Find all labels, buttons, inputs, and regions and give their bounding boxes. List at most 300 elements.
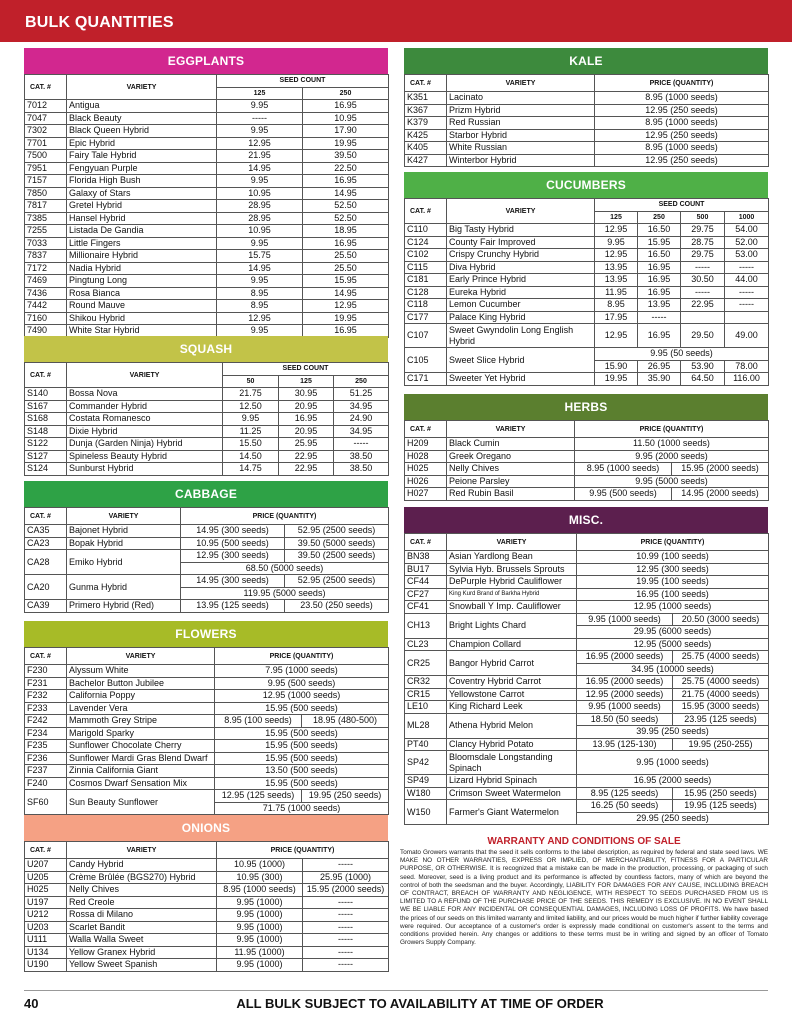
price-cell: 30.50 bbox=[681, 274, 725, 287]
variety-cell: Crimson Sweet Watermelon bbox=[447, 787, 577, 800]
table-header-row bbox=[25, 363, 389, 376]
price-cell: 20.50 (3000 seeds) bbox=[673, 613, 769, 626]
price-cell: 15.90 bbox=[595, 360, 638, 373]
price-header: PRICE (QUANTITY) bbox=[575, 421, 769, 438]
price-cell: 14.95 bbox=[303, 187, 389, 200]
table-row bbox=[405, 800, 769, 813]
price-cell: 9.95 (500 seeds) bbox=[575, 488, 672, 501]
table-header-row bbox=[25, 648, 389, 665]
table-row bbox=[25, 959, 389, 972]
price-cell: 19.95 (100 seeds) bbox=[577, 576, 769, 589]
seed-count-col: 500 bbox=[681, 211, 725, 224]
price-cell: 18.95 (480-500) bbox=[302, 715, 389, 728]
top-banner bbox=[0, 0, 792, 42]
variety-cell: Yellowstone Carrot bbox=[447, 688, 577, 701]
variety-cell: Asian Yardlong Bean bbox=[447, 551, 577, 564]
seed-count-col: 125 bbox=[595, 211, 638, 224]
price-cell: 35.90 bbox=[638, 373, 681, 386]
price-cell: ----- bbox=[681, 286, 725, 299]
cat-cell: 7047 bbox=[25, 112, 67, 125]
price-cell: 12.95 (1000 seeds) bbox=[215, 690, 389, 703]
table-row bbox=[405, 787, 769, 800]
cat-cell: H025 bbox=[25, 884, 67, 897]
table-row bbox=[25, 262, 389, 275]
table-row bbox=[405, 438, 769, 451]
price-cell: 10.95 (300) bbox=[217, 871, 303, 884]
price-cell: 21.75 bbox=[223, 388, 279, 401]
price-cell: 16.95 bbox=[638, 324, 681, 348]
cat-cell: S124 bbox=[25, 463, 67, 476]
table-row bbox=[405, 601, 769, 614]
cat-cell: C107 bbox=[405, 324, 447, 348]
price-cell: 8.95 (1000 seeds) bbox=[595, 142, 769, 155]
flowers-section bbox=[24, 621, 388, 815]
table-row bbox=[405, 613, 769, 626]
variety-cell: Shikou Hybrid bbox=[67, 312, 217, 325]
price-cell: 12.95 (250 seeds) bbox=[595, 154, 769, 167]
cat-cell: U212 bbox=[25, 909, 67, 922]
variety-cell: Sweet Slice Hybrid bbox=[447, 348, 595, 373]
price-cell: 14.50 bbox=[223, 450, 279, 463]
table-row bbox=[25, 740, 389, 753]
cat-cell: F237 bbox=[25, 765, 67, 778]
cat-cell: K427 bbox=[405, 154, 447, 167]
warranty-block bbox=[400, 834, 768, 947]
price-cell: 29.50 bbox=[681, 324, 725, 348]
price-cell: 29.95 (6000 seeds) bbox=[577, 626, 769, 639]
table-row bbox=[25, 575, 389, 588]
cat-cell: C181 bbox=[405, 274, 447, 287]
table-row bbox=[25, 537, 389, 550]
cat-cell: 7255 bbox=[25, 225, 67, 238]
variety-cell: Bright Lights Chard bbox=[447, 613, 577, 638]
price-cell: 9.95 (50 seeds) bbox=[595, 348, 769, 361]
table-row bbox=[405, 373, 769, 386]
onions-section bbox=[24, 815, 388, 972]
table-row bbox=[405, 775, 769, 788]
table-row bbox=[405, 224, 769, 237]
table-row bbox=[25, 909, 389, 922]
variety-cell: Round Mauve bbox=[67, 300, 217, 313]
table-row bbox=[25, 187, 389, 200]
price-cell: 12.95 (5000 seeds) bbox=[577, 638, 769, 651]
cat-header: CAT. # bbox=[405, 75, 447, 92]
cat-cell: U190 bbox=[25, 959, 67, 972]
table-row bbox=[25, 525, 389, 538]
price-cell: 30.95 bbox=[279, 388, 334, 401]
cat-cell: 7837 bbox=[25, 250, 67, 263]
cat-cell: BU17 bbox=[405, 563, 447, 576]
price-cell: ----- bbox=[725, 261, 769, 274]
price-cell: ----- bbox=[217, 112, 303, 125]
price-cell: 12.95 bbox=[217, 137, 303, 150]
price-cell: 28.95 bbox=[217, 212, 303, 225]
price-cell: 9.95 (1000 seeds) bbox=[577, 701, 673, 714]
price-cell: 15.95 (2000 seeds) bbox=[672, 463, 769, 476]
price-cell: 11.95 (1000) bbox=[217, 946, 303, 959]
price-cell: 16.50 bbox=[638, 249, 681, 262]
price-cell: 25.95 (1000) bbox=[303, 871, 389, 884]
price-cell: ----- bbox=[303, 921, 389, 934]
cat-cell: 7033 bbox=[25, 237, 67, 250]
price-cell: 15.95 (500 seeds) bbox=[215, 727, 389, 740]
price-cell: 14.95 (300 seeds) bbox=[181, 575, 285, 588]
price-cell: 15.95 bbox=[638, 236, 681, 249]
seed-count-header: SEED COUNT bbox=[217, 75, 389, 88]
variety-cell: DePurple Hybrid Cauliflower bbox=[447, 576, 577, 589]
variety-cell: Snowball Y Imp. Cauliflower bbox=[447, 601, 577, 614]
variety-cell: Farmer's Giant Watermelon bbox=[447, 800, 577, 825]
price-cell: 12.95 (250 seeds) bbox=[595, 129, 769, 142]
variety-header: VARIETY bbox=[67, 508, 181, 525]
seed-count-header: SEED COUNT bbox=[595, 199, 769, 212]
price-cell: 17.90 bbox=[303, 125, 389, 138]
price-cell: 20.95 bbox=[279, 400, 334, 413]
section-header: SQUASH bbox=[24, 336, 388, 362]
price-cell: 29.95 (250 seeds) bbox=[577, 812, 769, 825]
price-cell: 12.95 bbox=[303, 300, 389, 313]
price-cell: 8.95 (1000 seeds) bbox=[575, 463, 672, 476]
variety-cell: Black Queen Hybrid bbox=[67, 125, 217, 138]
price-cell: ----- bbox=[303, 959, 389, 972]
price-cell: 16.95 bbox=[303, 237, 389, 250]
price-cell: 10.99 (100 seeds) bbox=[577, 551, 769, 564]
variety-cell: Lavender Vera bbox=[67, 702, 215, 715]
table-row bbox=[25, 677, 389, 690]
squash-section bbox=[24, 336, 388, 476]
table-row bbox=[405, 576, 769, 589]
herbs-section bbox=[404, 394, 768, 501]
table-row bbox=[25, 884, 389, 897]
variety-header: VARIETY bbox=[67, 842, 217, 859]
price-cell: 20.95 bbox=[279, 425, 334, 438]
price-cell: 8.95 bbox=[217, 287, 303, 300]
variety-cell: Galaxy of Stars bbox=[67, 187, 217, 200]
cat-cell: CA20 bbox=[25, 575, 67, 600]
price-cell: 9.95 (1000) bbox=[217, 959, 303, 972]
table-header-row bbox=[405, 421, 769, 438]
price-cell: 8.95 (1000 seeds) bbox=[595, 117, 769, 130]
variety-cell: Commander Hybrid bbox=[67, 400, 223, 413]
footer-divider bbox=[24, 990, 768, 991]
cat-cell: F242 bbox=[25, 715, 67, 728]
variety-cell: Millionaire Hybrid bbox=[67, 250, 217, 263]
cat-cell: H025 bbox=[405, 463, 447, 476]
variety-cell: Spineless Beauty Hybrid bbox=[67, 450, 223, 463]
price-cell: ----- bbox=[681, 261, 725, 274]
price-cell: 12.50 bbox=[223, 400, 279, 413]
price-cell: 29.75 bbox=[681, 249, 725, 262]
price-cell: 34.95 bbox=[334, 425, 389, 438]
variety-cell: Dunja (Garden Ninja) Hybrid bbox=[67, 438, 223, 451]
table-row bbox=[25, 871, 389, 884]
price-cell: 22.95 bbox=[279, 450, 334, 463]
variety-cell: Nelly Chives bbox=[447, 463, 575, 476]
table-row bbox=[25, 212, 389, 225]
cat-cell: U197 bbox=[25, 896, 67, 909]
cat-cell: S140 bbox=[25, 388, 67, 401]
variety-cell: Candy Hybrid bbox=[67, 859, 217, 872]
variety-cell: Yellow Granex Hybrid bbox=[67, 946, 217, 959]
variety-header: VARIETY bbox=[447, 199, 595, 224]
price-cell: 9.95 (500 seeds) bbox=[215, 677, 389, 690]
price-cell: 16.95 bbox=[638, 286, 681, 299]
variety-cell: Hansel Hybrid bbox=[67, 212, 217, 225]
kale-section bbox=[404, 48, 768, 167]
table-row bbox=[405, 129, 769, 142]
table-row bbox=[405, 638, 769, 651]
variety-cell: Bachelor Button Jubilee bbox=[67, 677, 215, 690]
price-cell: 25.95 bbox=[279, 438, 334, 451]
price-cell: 9.95 bbox=[217, 325, 303, 338]
table-row bbox=[405, 738, 769, 751]
variety-cell: Sweeter Yet Hybrid bbox=[447, 373, 595, 386]
seed-count-header: SEED COUNT bbox=[223, 363, 389, 376]
cat-cell: CA39 bbox=[25, 600, 67, 613]
price-cell: 53.00 bbox=[725, 249, 769, 262]
cucumbers-table bbox=[404, 198, 769, 386]
cat-header: CAT. # bbox=[405, 199, 447, 224]
cat-header: CAT. # bbox=[25, 75, 67, 100]
table-row bbox=[25, 896, 389, 909]
variety-cell: White Star Hybrid bbox=[67, 325, 217, 338]
cat-cell: S168 bbox=[25, 413, 67, 426]
cat-cell: S167 bbox=[25, 400, 67, 413]
table-row bbox=[25, 250, 389, 263]
cat-cell: W180 bbox=[405, 787, 447, 800]
price-cell: 13.95 (125 seeds) bbox=[181, 600, 285, 613]
cat-cell: F232 bbox=[25, 690, 67, 703]
price-cell: 19.95 bbox=[595, 373, 638, 386]
price-cell: 12.95 (250 seeds) bbox=[595, 104, 769, 117]
table-row bbox=[25, 600, 389, 613]
price-cell: ----- bbox=[725, 286, 769, 299]
table-row bbox=[25, 715, 389, 728]
price-header: PRICE (QUANTITY) bbox=[181, 508, 389, 525]
table-row bbox=[405, 299, 769, 312]
price-cell: 52.95 (2500 seeds) bbox=[285, 575, 389, 588]
price-cell: 16.95 (100 seeds) bbox=[577, 588, 769, 601]
price-cell: 16.25 (50 seeds) bbox=[577, 800, 673, 813]
price-cell: 10.95 bbox=[217, 225, 303, 238]
price-cell: 15.95 (3000 seeds) bbox=[673, 701, 769, 714]
cat-cell: C118 bbox=[405, 299, 447, 312]
cat-header: CAT. # bbox=[25, 648, 67, 665]
cat-cell: CR32 bbox=[405, 676, 447, 689]
table-row bbox=[25, 150, 389, 163]
variety-cell: Bajonet Hybrid bbox=[67, 525, 181, 538]
squash-table bbox=[24, 362, 389, 476]
price-cell: 13.95 bbox=[638, 299, 681, 312]
warranty-title: WARRANTY AND CONDITIONS OF SALE bbox=[487, 836, 681, 847]
cat-cell: CA35 bbox=[25, 525, 67, 538]
cat-cell: CF44 bbox=[405, 576, 447, 589]
price-cell: 28.95 bbox=[217, 200, 303, 213]
table-row bbox=[25, 237, 389, 250]
cat-cell: CF41 bbox=[405, 601, 447, 614]
section-header: ONIONS bbox=[24, 815, 388, 841]
price-cell: 12.95 (300 seeds) bbox=[181, 550, 285, 563]
cat-cell: 7157 bbox=[25, 175, 67, 188]
table-row bbox=[25, 312, 389, 325]
table-row bbox=[405, 463, 769, 476]
cat-cell: U203 bbox=[25, 921, 67, 934]
price-cell: 39.50 bbox=[303, 150, 389, 163]
price-cell: 13.95 bbox=[595, 261, 638, 274]
variety-cell: Emiko Hybrid bbox=[67, 550, 181, 575]
herbs-table bbox=[404, 420, 769, 501]
price-cell: 9.95 (1000 seeds) bbox=[577, 751, 769, 775]
page-title: BULK QUANTITIES bbox=[25, 14, 174, 31]
cat-cell: K351 bbox=[405, 92, 447, 105]
price-cell: 25.75 (4000 seeds) bbox=[673, 676, 769, 689]
price-cell: 116.00 bbox=[725, 373, 769, 386]
cat-header: CAT. # bbox=[25, 508, 67, 525]
table-row bbox=[25, 752, 389, 765]
table-row bbox=[405, 348, 769, 361]
price-cell: ----- bbox=[303, 859, 389, 872]
price-cell: 12.95 (2000 seeds) bbox=[577, 688, 673, 701]
price-cell: 52.50 bbox=[303, 212, 389, 225]
table-row bbox=[25, 550, 389, 563]
price-cell: 12.95 (300 seeds) bbox=[577, 563, 769, 576]
cat-cell: F231 bbox=[25, 677, 67, 690]
section-header: CUCUMBERS bbox=[404, 172, 768, 198]
section-header: MISC. bbox=[404, 507, 768, 533]
cat-cell: CL23 bbox=[405, 638, 447, 651]
table-row bbox=[405, 701, 769, 714]
cat-cell: CA28 bbox=[25, 550, 67, 575]
table-row bbox=[25, 275, 389, 288]
price-cell: 16.95 (2000 seeds) bbox=[577, 775, 769, 788]
eggplants-section bbox=[24, 48, 388, 338]
table-row bbox=[25, 921, 389, 934]
price-cell: 52.95 (2500 seeds) bbox=[285, 525, 389, 538]
price-cell: 54.00 bbox=[725, 224, 769, 237]
price-cell: 9.95 bbox=[217, 100, 303, 113]
variety-cell: White Russian bbox=[447, 142, 595, 155]
variety-cell: Dixie Hybrid bbox=[67, 425, 223, 438]
variety-cell: Sun Beauty Sunflower bbox=[67, 790, 215, 815]
price-cell: 9.95 (2000 seeds) bbox=[575, 450, 769, 463]
price-cell: 71.75 (1000 seeds) bbox=[215, 802, 389, 815]
table-row bbox=[405, 154, 769, 167]
variety-header: VARIETY bbox=[447, 75, 595, 92]
cat-cell: SP49 bbox=[405, 775, 447, 788]
variety-cell: Crispy Crunchy Hybrid bbox=[447, 249, 595, 262]
price-cell: 8.95 (100 seeds) bbox=[215, 715, 302, 728]
table-row bbox=[25, 425, 389, 438]
cat-cell: W150 bbox=[405, 800, 447, 825]
variety-cell: Mammoth Grey Stripe bbox=[67, 715, 215, 728]
table-row bbox=[405, 324, 769, 348]
price-cell bbox=[725, 311, 769, 324]
price-cell: 12.95 bbox=[595, 324, 638, 348]
seed-count-col: 250 bbox=[303, 87, 389, 100]
variety-cell: Gunma Hybrid bbox=[67, 575, 181, 600]
cat-cell: C171 bbox=[405, 373, 447, 386]
table-row bbox=[405, 688, 769, 701]
variety-cell: Epic Hybrid bbox=[67, 137, 217, 150]
cat-cell: 7500 bbox=[25, 150, 67, 163]
variety-cell: Bloomsdale Longstanding Spinach bbox=[447, 751, 577, 775]
table-row bbox=[25, 400, 389, 413]
cabbage-table bbox=[24, 507, 389, 613]
cat-cell: LE10 bbox=[405, 701, 447, 714]
table-row bbox=[405, 249, 769, 262]
cat-cell: C102 bbox=[405, 249, 447, 262]
table-row bbox=[405, 450, 769, 463]
cat-cell: 7302 bbox=[25, 125, 67, 138]
variety-cell: Early Prince Hybrid bbox=[447, 274, 595, 287]
price-cell: 19.95 (250 seeds) bbox=[302, 790, 389, 803]
price-cell: 15.95 (500 seeds) bbox=[215, 752, 389, 765]
price-header: PRICE (QUANTITY) bbox=[577, 534, 769, 551]
cat-cell: F233 bbox=[25, 702, 67, 715]
price-cell: 22.50 bbox=[303, 162, 389, 175]
price-cell: 9.95 bbox=[217, 175, 303, 188]
price-cell: 15.95 (250 seeds) bbox=[673, 787, 769, 800]
table-header-row bbox=[405, 75, 769, 92]
variety-cell: Champion Collard bbox=[447, 638, 577, 651]
table-row bbox=[25, 200, 389, 213]
table-row bbox=[25, 225, 389, 238]
variety-cell: Sunburst Hybrid bbox=[67, 463, 223, 476]
variety-cell: Bopak Hybrid bbox=[67, 537, 181, 550]
price-cell: 18.95 bbox=[303, 225, 389, 238]
variety-cell: Little Fingers bbox=[67, 237, 217, 250]
cat-cell: C124 bbox=[405, 236, 447, 249]
variety-cell: Sunflower Mardi Gras Blend Dwarf bbox=[67, 752, 215, 765]
price-header: PRICE (QUANTITY) bbox=[215, 648, 389, 665]
cat-cell: H026 bbox=[405, 475, 447, 488]
cat-header: CAT. # bbox=[405, 534, 447, 551]
cat-header: CAT. # bbox=[25, 363, 67, 388]
cat-cell: F230 bbox=[25, 665, 67, 678]
cat-cell: C115 bbox=[405, 261, 447, 274]
price-cell: 78.00 bbox=[725, 360, 769, 373]
table-row bbox=[25, 175, 389, 188]
table-row bbox=[25, 137, 389, 150]
price-cell: 16.95 (2000 seeds) bbox=[577, 676, 673, 689]
price-cell: 38.50 bbox=[334, 450, 389, 463]
price-cell: 52.00 bbox=[725, 236, 769, 249]
cat-cell: 7469 bbox=[25, 275, 67, 288]
price-cell: 26.95 bbox=[638, 360, 681, 373]
misc-section bbox=[404, 507, 768, 825]
cat-cell: 7850 bbox=[25, 187, 67, 200]
price-cell: 8.95 bbox=[217, 300, 303, 313]
variety-cell: Rosa Bianca bbox=[67, 287, 217, 300]
variety-cell: Greek Oregano bbox=[447, 450, 575, 463]
price-cell: 12.95 bbox=[217, 312, 303, 325]
price-cell: 10.95 (500 seeds) bbox=[181, 537, 285, 550]
price-cell: ----- bbox=[303, 896, 389, 909]
cat-cell: K425 bbox=[405, 129, 447, 142]
price-cell: 14.95 (2000 seeds) bbox=[672, 488, 769, 501]
seed-count-col: 125 bbox=[279, 375, 334, 388]
price-cell: 8.95 bbox=[595, 299, 638, 312]
variety-cell: Peione Parsley bbox=[447, 475, 575, 488]
table-row bbox=[25, 125, 389, 138]
cat-cell: 7442 bbox=[25, 300, 67, 313]
price-cell: 49.00 bbox=[725, 324, 769, 348]
table-header-row bbox=[405, 199, 769, 212]
variety-cell: Sunflower Chocolate Cherry bbox=[67, 740, 215, 753]
variety-cell: County Fair Improved bbox=[447, 236, 595, 249]
cat-cell: CF27 bbox=[405, 588, 447, 601]
price-cell: 10.95 (1000) bbox=[217, 859, 303, 872]
